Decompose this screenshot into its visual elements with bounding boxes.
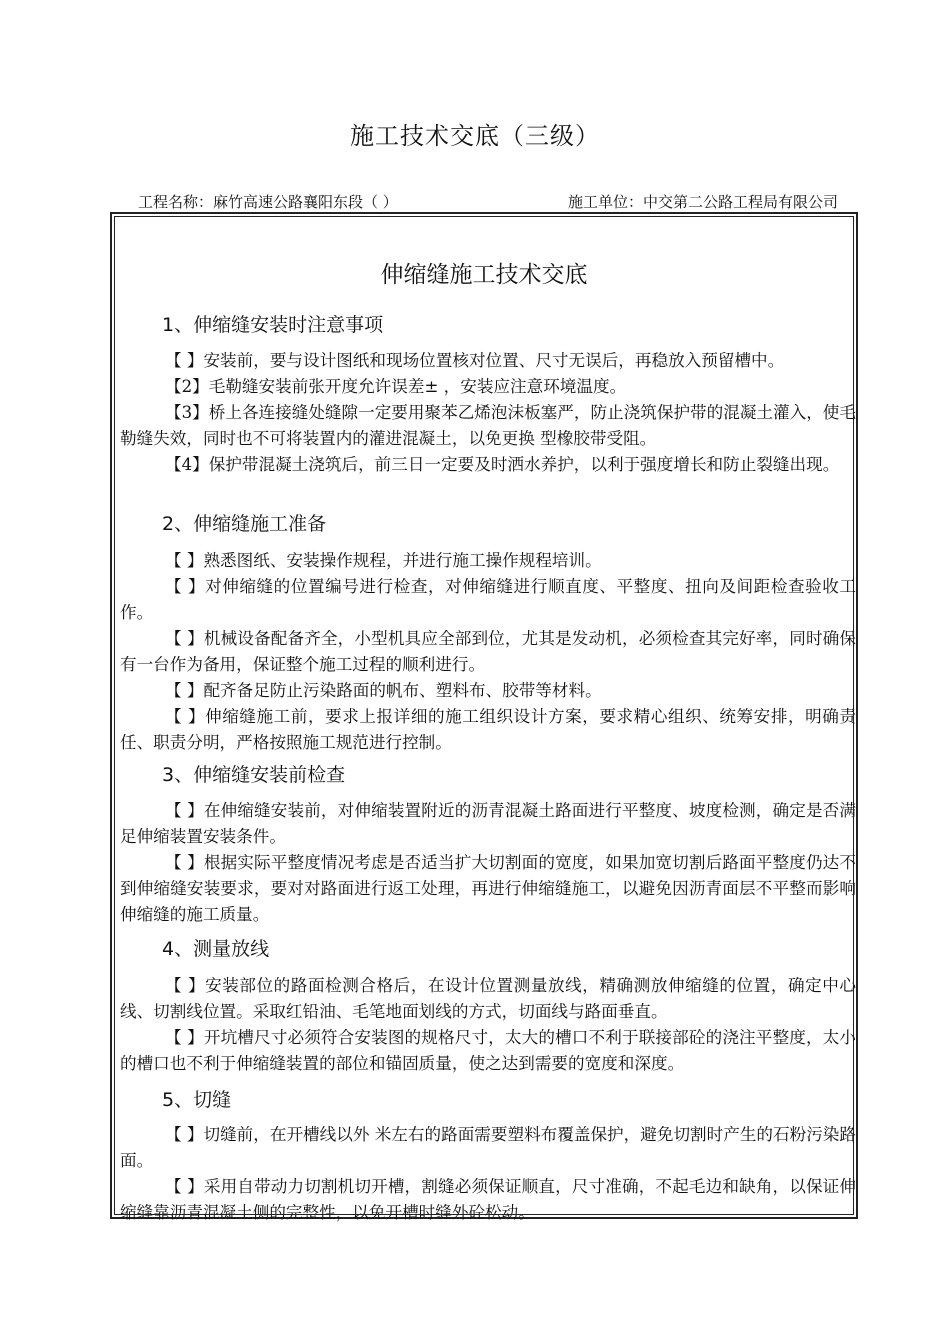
paragraph: 【 】安装前，要与设计图纸和现场位置核对位置、尺寸无误后，再稳放入预留槽中。 [165, 351, 785, 370]
paragraph: 【 】在伸缩缝安装前，对伸缩装置附近的沥青混凝土路面进行平整度、坡度检测，确定是否满足伸缩装置安装条件。 [120, 801, 856, 846]
paragraph: 【3】桥上各连接缝处缝隙一定要用聚苯乙烯泡沫板塞严，防止浇筑保护带的混凝土灌入，使毛勒缝失效，同时也不可将装置内的灌进混凝土，以免更换 型橡胶带受阻。 [120, 403, 856, 448]
content-inner [114, 216, 856, 1222]
paragraph: 【 】熟悉图纸、安装操作规程，并进行施工操作规程培训。 [165, 551, 602, 570]
paragraph: 【 】对伸缩缝的位置编号进行检查，对伸缩缝进行顺直度、平整度、扭向及间距检查验收工作。 [120, 577, 856, 622]
box-title: 伸缩缝施工技术交底 [380, 262, 588, 288]
section-heading: 1、伸缩缝安装时注意事项 [162, 314, 384, 336]
paragraph: 【 】安装部位的路面检测合格后，在设计位置测量放线，精确测放伸缩缝的位置，确定中心线、切割线位置。采取红铅油、毛笔地面划线的方式，切面线与路面垂直。 [120, 976, 856, 1021]
paragraph: 【 】伸缩缝施工前，要求上报详细的施工组织设计方案，要求精心组织、统筹安排，明确责任、职责分明，严格按照施工规范进行控制。 [120, 707, 856, 752]
section-heading: 4、测量放线 [162, 938, 270, 960]
section-heading: 2、伸缩缝施工准备 [162, 513, 327, 535]
construction-unit: 施工单位：中交第二公路工程局有限公司 [567, 193, 838, 211]
header-meta [138, 191, 838, 212]
content-frame [110, 212, 858, 1222]
paragraph: 【4】保护带混凝土浇筑后，前三日一定要及时洒水养护，以利于强度增长和防止裂缝出现。 [165, 455, 840, 474]
section-heading: 3、伸缩缝安装前检查 [162, 764, 346, 786]
paragraph: 【 】根据实际平整度情况考虑是否适当扩大切割面的宽度，如果加宽切割后路面平整度仍达不到伸缩缝安装要求，要对对路面进行返工处理，再进行伸缩缝施工，以避免因沥青面层不平整而影响伸缩缝的施工质量。 [120, 853, 856, 924]
paragraph: 【 】采用自带动力切割机切开槽，割缝必须保证顺直，尺寸准确，不起毛边和缺角，以保证伸缩缝靠沥青混凝土侧的完整性，以免开槽时缝外砼松动。 [120, 1177, 856, 1222]
section-heading: 5、切缝 [162, 1089, 232, 1111]
document-title: 施工技术交底（三级） [350, 122, 600, 150]
paragraph: 【 】切缝前，在开槽线以外 米左右的路面需要塑料布覆盖保护，避免切割时产生的石粉污染路面。 [120, 1125, 856, 1170]
paragraph: 【 】开坑槽尺寸必须符合安装图的规格尺寸，太大的槽口不利于联接部砼的浇注平整度，太小的槽口也不利于伸缩缝装置的部位和锚固质量，使之达到需要的宽度和深度。 [120, 1028, 856, 1073]
project-name: 工程名称：麻竹高速公路襄阳东段（ ） [138, 193, 398, 211]
paragraph: 【 】机械设备配备齐全，小型机具应全部到位，尤其是发动机，必须检查其完好率，同时确保有一台作为备用，保证整个施工过程的顺利进行。 [120, 629, 856, 674]
paragraph: 【 】配齐备足防止污染路面的帆布、塑料布、胶带等材料。 [165, 681, 602, 700]
paragraph: 【2】毛勒缝安装前张开度允许误差± ，安装应注意环境温度。 [165, 377, 627, 396]
